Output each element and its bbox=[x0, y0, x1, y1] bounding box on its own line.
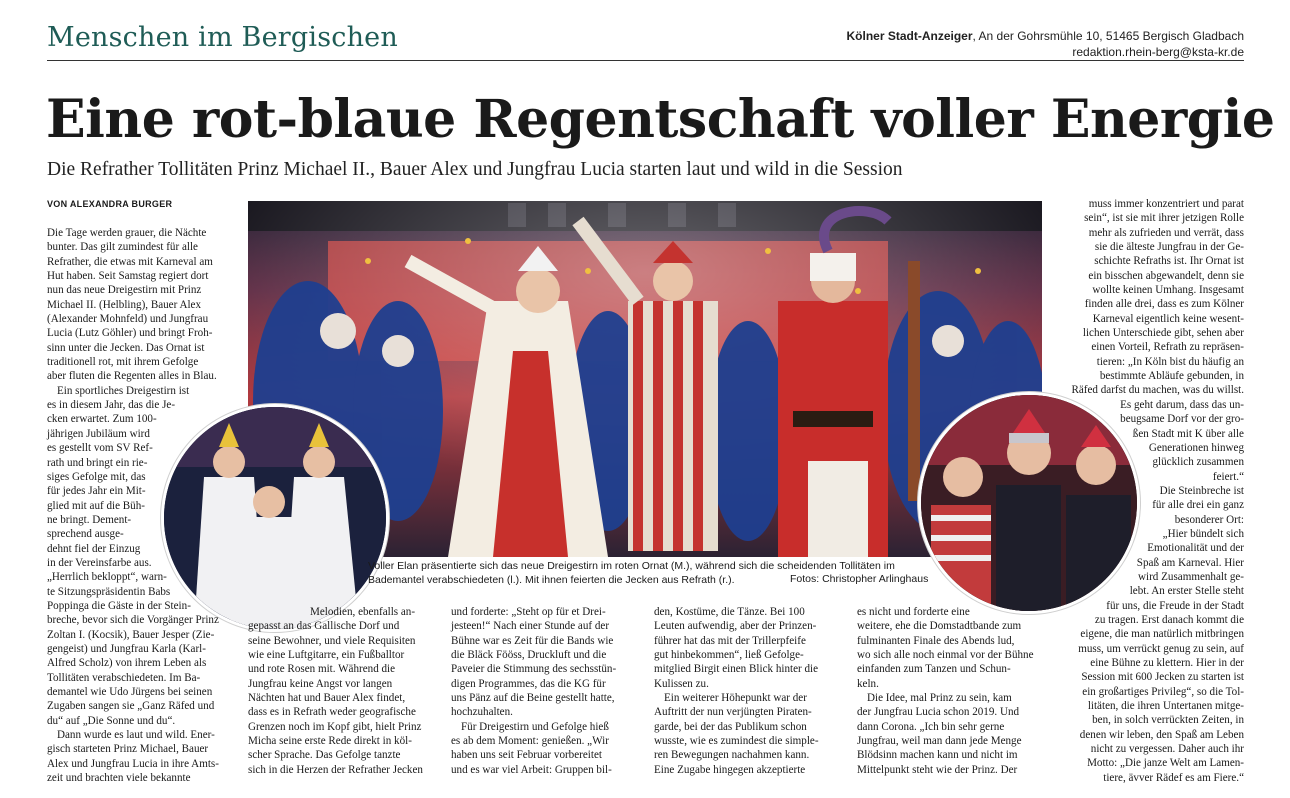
text-line: Es geht darum, dass das un- bbox=[1120, 398, 1244, 411]
text-line: Blödsinn machen kann und nicht im bbox=[857, 749, 1018, 762]
publisher-address: , An der Gohrsmühle 10, 51465 Bergisch Gladbach bbox=[972, 29, 1244, 43]
text-line: garde, bei der das Publikum schon bbox=[654, 720, 807, 733]
text-line: Dann wurde es laut und wild. Ener- bbox=[57, 729, 215, 742]
text-line: bunter. Das gilt zumindest für alle bbox=[47, 241, 198, 254]
text-line: für alle drei ein ganz bbox=[1152, 499, 1244, 512]
text-line: schichte Refraths ist. Ihr Ornat ist bbox=[1094, 255, 1244, 268]
text-line: einen Vorteil, Refrath zu repräsen- bbox=[1091, 341, 1244, 354]
text-line: (Alexander Mohnfeld) und Jungfrau bbox=[47, 313, 209, 326]
text-line: Für Dreigestirn und Gefolge hieß bbox=[461, 720, 609, 733]
text-line: Generationen hinweg bbox=[1148, 441, 1244, 454]
text-line: zu tragen. Erst danach kommt die bbox=[1094, 613, 1244, 626]
text-line: eigene, die man natürlich mitbringen bbox=[1080, 628, 1244, 641]
text-line: litäten, die ihren Untertanen mitge- bbox=[1087, 700, 1244, 713]
text-line: führer hat das mit der Trillerpfeife bbox=[654, 634, 806, 647]
text-line: hochzuhalten. bbox=[451, 706, 513, 719]
photo-credit: Fotos: Christopher Arlinghaus bbox=[790, 573, 929, 585]
text-line: du“ auf „Die Sonne und du“. bbox=[47, 714, 176, 727]
text-line: gepasst an das Gallische Dorf und bbox=[248, 620, 400, 633]
text-line: tieren: „In Köln bist du häufig an bbox=[1096, 355, 1244, 368]
text-line: Alfred Scholz) von ihrem Leben als bbox=[47, 657, 207, 670]
text-line: wollte keinen Umhang. Insgesamt bbox=[1092, 284, 1244, 297]
text-line: digen Programmes, das die KG für bbox=[451, 677, 606, 690]
text-line: „Hier bündelt sich bbox=[1162, 527, 1244, 540]
text-line: und es war viel Arbeit: Gruppen bil- bbox=[451, 763, 612, 776]
text-line: sich in die Herzen der Refrather Jecken bbox=[248, 763, 423, 776]
text-line: zeit und brachten viele bekannte bbox=[47, 772, 191, 785]
text-line: breche, bevor sich die Vorgänger Prinz bbox=[47, 614, 219, 627]
text-line: Jungfrau keine Angst vor langen bbox=[248, 677, 393, 690]
text-line: wie eine Luftgitarre, ein Fußballtor bbox=[248, 649, 405, 662]
text-line: jesteen!“ Nach einer Stunde auf der bbox=[451, 620, 610, 633]
text-line: haben uns seit Februar vorbereitet bbox=[451, 749, 602, 762]
text-line: dass es in Refrath weder geografische bbox=[248, 706, 416, 719]
text-line: für jedes Jahr ein Mit- bbox=[47, 485, 146, 498]
imprint bbox=[846, 28, 1244, 60]
text-line: sprechend ausge- bbox=[47, 528, 124, 541]
text-line: keln. bbox=[857, 677, 879, 690]
text-line: mitglied Birgit einen Blick hinter die bbox=[654, 663, 819, 676]
text-line: Nächten hat und Bauer Alex findet, bbox=[248, 692, 406, 705]
text-line: Kulissen zu. bbox=[654, 677, 709, 690]
text-line: Poppinga die Gäste in der Stein- bbox=[47, 599, 191, 612]
text-line: aber fluten die Regenten alles in Blau. bbox=[47, 370, 217, 383]
text-line: sinn unter die Jecken. Das Ornat ist bbox=[47, 341, 205, 354]
text-line: wusste, wie es zumindest die simple- bbox=[654, 735, 819, 748]
article-column-6 bbox=[1058, 197, 1244, 785]
publisher-name: Kölner Stadt-Anzeiger bbox=[846, 29, 973, 43]
text-line: Die Tage werden grauer, die Nächte bbox=[47, 227, 207, 239]
text-line: lebt. An erster Stelle steht bbox=[1129, 585, 1244, 598]
text-line: uns Pänz auf die Beine gestellt hatte, bbox=[451, 692, 615, 705]
text-line: Auftritt der nun verjüngten Piraten- bbox=[654, 706, 812, 719]
text-line: in der Vereinsfarbe aus. bbox=[47, 556, 152, 569]
text-line: mehr als zufrieden und verrät, dass bbox=[1088, 226, 1244, 239]
text-line: Zoltan I. (Kocsik), Bauer Jesper (Zie- bbox=[47, 628, 215, 641]
section-title: Menschen im Bergischen bbox=[47, 22, 398, 53]
text-line: sie die älteste Jungfrau in der Ge- bbox=[1094, 241, 1244, 254]
text-line: cken erwartet. Zum 100- bbox=[47, 413, 157, 426]
article-column-2 bbox=[248, 605, 434, 777]
text-line: denen wir leben, den Spaß am Leben bbox=[1079, 728, 1244, 741]
text-line: es gestellt vom SV Ref- bbox=[47, 442, 153, 455]
article-subhead: Die Refrather Tollitäten Prinz Michael II., Bauer Alex und Jungfrau Lucia starten laut und wild in die Session bbox=[47, 159, 903, 180]
text-line: wo sich alle noch einmal vor der Bühne bbox=[857, 649, 1034, 662]
article-byline: VON ALEXANDRA BURGER bbox=[47, 199, 173, 209]
text-line: Karneval eigentlich keine wesent- bbox=[1092, 312, 1244, 325]
article-column-1 bbox=[47, 226, 233, 785]
text-line: Motto: „Die janze Welt am Lamen- bbox=[1087, 757, 1244, 770]
text-line: Michael II. (Helbling), Bauer Alex bbox=[47, 298, 202, 311]
text-line: lichen Unterschiede gibt, sehen aber bbox=[1082, 327, 1244, 340]
text-line: einfanden zum Tanzen und Schun- bbox=[857, 663, 1011, 676]
text-line: der Jungfrau Lucia schon 2019. Und bbox=[857, 706, 1020, 719]
text-line: tiere, ävver Rädef es am Fiere.“ bbox=[1103, 771, 1244, 784]
text-line: seine Bewohner, und viele Requisiten bbox=[248, 634, 416, 647]
text-line: jährigen Jubiläum wird bbox=[47, 427, 150, 440]
text-line: Refrather, die etwas mit Karneval am bbox=[47, 255, 213, 268]
text-line: wird Zusammenhalt ge- bbox=[1138, 570, 1244, 583]
text-line: Räfed darfst du machen, was du willst. bbox=[1071, 384, 1244, 397]
text-line: gut hinbekommen“, ließ Gefolge- bbox=[654, 649, 804, 662]
text-line: sein“, ist sie mit ihrer jetzigen Rolle bbox=[1084, 212, 1244, 225]
text-line: und forderte: „Steht op für et Drei- bbox=[451, 606, 606, 618]
text-line: gengeist) und Jungfrau Karla (Karl- bbox=[47, 642, 206, 655]
text-line: Session mit 600 Jecken zu starten ist bbox=[1081, 671, 1244, 684]
text-line: Ein weiterer Höhepunkt war der bbox=[664, 692, 807, 705]
text-line: feiert.“ bbox=[1212, 470, 1244, 483]
text-line: Grenzen noch im Kopf gibt, hielt Prinz bbox=[248, 720, 422, 733]
text-line: muss immer konzentriert und parat bbox=[1088, 198, 1244, 210]
caption-line: Voller Elan präsentierte sich das neue Dreigestirn im roten Ornat (M.), während sich die scheidenden Tollitäten im bbox=[368, 560, 895, 572]
text-line: Ein sportliches Dreigestirn ist bbox=[57, 384, 190, 397]
text-line: beugsame Dorf vor der gro- bbox=[1120, 413, 1244, 426]
text-line: dann Corona. „Ich bin sehr gerne bbox=[857, 720, 1005, 733]
article-column-5 bbox=[857, 605, 1041, 777]
text-line: Eine Zugabe hingegen akzeptierte bbox=[654, 763, 806, 776]
text-line: ßen Stadt mit K über alle bbox=[1132, 427, 1244, 440]
text-line: es in diesem Jahr, das die Je- bbox=[47, 399, 176, 412]
text-line: ne bringt. Dement- bbox=[47, 513, 132, 526]
text-line: den, Kostüme, die Tänze. Bei 100 bbox=[654, 606, 805, 618]
text-line: Emotionalität und der bbox=[1147, 542, 1244, 555]
text-line: Spaß am Karneval. Hier bbox=[1136, 556, 1244, 569]
text-line: Hut haben. Seit Samstag regiert dort bbox=[47, 270, 209, 283]
text-line: rath und bringt ein rie- bbox=[47, 456, 148, 469]
article-column-3 bbox=[451, 605, 641, 777]
text-line: es nicht und forderte eine bbox=[857, 606, 970, 618]
text-line: scher Sprache. Das Gefolge tanzte bbox=[248, 749, 401, 762]
text-line: traditionell rot, mit ihrem Gefolge bbox=[47, 356, 199, 369]
text-line: eine Bühne zu klettern. Hier in der bbox=[1090, 657, 1244, 669]
text-line: bestimmte Abläufe gebunden, in bbox=[1099, 370, 1244, 383]
text-line: ein bisschen abgewandelt, denn sie bbox=[1088, 269, 1244, 282]
header-divider bbox=[47, 60, 1244, 61]
text-line: und rote Rosen mit. Während die bbox=[248, 663, 396, 676]
publisher-email: redaktion.rhein-berg@ksta-kr.de bbox=[1072, 45, 1244, 59]
text-line: Paveier die Stimmung des sechsstün- bbox=[451, 663, 617, 676]
article-headline: Eine rot-blaue Regentschaft voller Energie bbox=[46, 89, 1275, 150]
text-line: es ab dem Moment: genießen. „Wir bbox=[451, 735, 609, 748]
text-line: Leuten aufwendig, aber der Prinzen- bbox=[654, 620, 817, 633]
caption-line: Bademantel verabschiedeten (l.). Mit ihnen feierten die Jecken aus Refrath (r.). bbox=[368, 574, 735, 586]
article-column-4 bbox=[654, 605, 844, 777]
text-line: fulminanten Finale des Abends lud, bbox=[857, 634, 1015, 647]
text-line: Jungfrau, weil man dann jede Menge bbox=[857, 735, 1022, 748]
text-line: ren Bewegungen nachahmen kann. bbox=[654, 749, 810, 762]
text-line: die Bläck Fööss, Druckluft und die bbox=[451, 649, 607, 662]
text-line: muss, um verrückt genug zu sein, auf bbox=[1078, 642, 1244, 655]
text-line: Lucia (Lutz Göhler) und bringt Froh- bbox=[47, 327, 213, 340]
text-line: Alex und Jungfrau Lucia in ihre Amts- bbox=[47, 757, 219, 770]
text-line: ben, in solch verrückten Zeiten, in bbox=[1092, 714, 1244, 727]
text-line: für uns, die Freude in der Stadt bbox=[1106, 599, 1244, 612]
text-line: Bühne war es Zeit für die Bands wie bbox=[451, 634, 614, 647]
text-line: nun das neue Dreigestirn mit Prinz bbox=[47, 284, 202, 297]
text-line: Die Steinbreche ist bbox=[1159, 484, 1244, 497]
text-line: Tollitäten verabschiedeten. Im Ba- bbox=[47, 671, 201, 684]
text-line: nicht zu vergessen. Daher auch ihr bbox=[1090, 743, 1244, 756]
text-line: weitere, ehe die Domstadtbande zum bbox=[857, 620, 1022, 633]
text-line: Zugaben sangen sie „Ganz Räfed und bbox=[47, 700, 215, 713]
text-line: besonderer Ort: bbox=[1174, 513, 1244, 526]
text-line: siges Gefolge mit, das bbox=[47, 470, 146, 483]
text-line: finden alle drei, dass es zum Kölner bbox=[1084, 298, 1244, 311]
text-line: glied mit auf die Büh- bbox=[47, 499, 145, 512]
text-line: glücklich zusammen bbox=[1152, 456, 1244, 469]
text-line: Die Idee, mal Prinz zu sein, kam bbox=[867, 692, 1012, 705]
text-line: Melodien, ebenfalls an- bbox=[310, 606, 416, 618]
text-line: te Sitzungspräsidentin Babs bbox=[47, 585, 171, 598]
text-line: Mittelpunkt steht wie der Prinz. Der bbox=[857, 763, 1018, 776]
text-line: dehnt fiel der Einzug bbox=[47, 542, 141, 555]
text-line: demantel wie Udo Jürgens bei seinen bbox=[47, 686, 213, 698]
text-line: gisch starteten Prinz Michael, Bauer bbox=[47, 743, 209, 756]
text-line: „Herrlich bekloppt“, warn- bbox=[47, 571, 167, 584]
text-line: Micha seine erste Rede direkt in köl- bbox=[248, 735, 412, 748]
text-line: ein großartiges Privileg“, so die Tol- bbox=[1082, 685, 1244, 698]
